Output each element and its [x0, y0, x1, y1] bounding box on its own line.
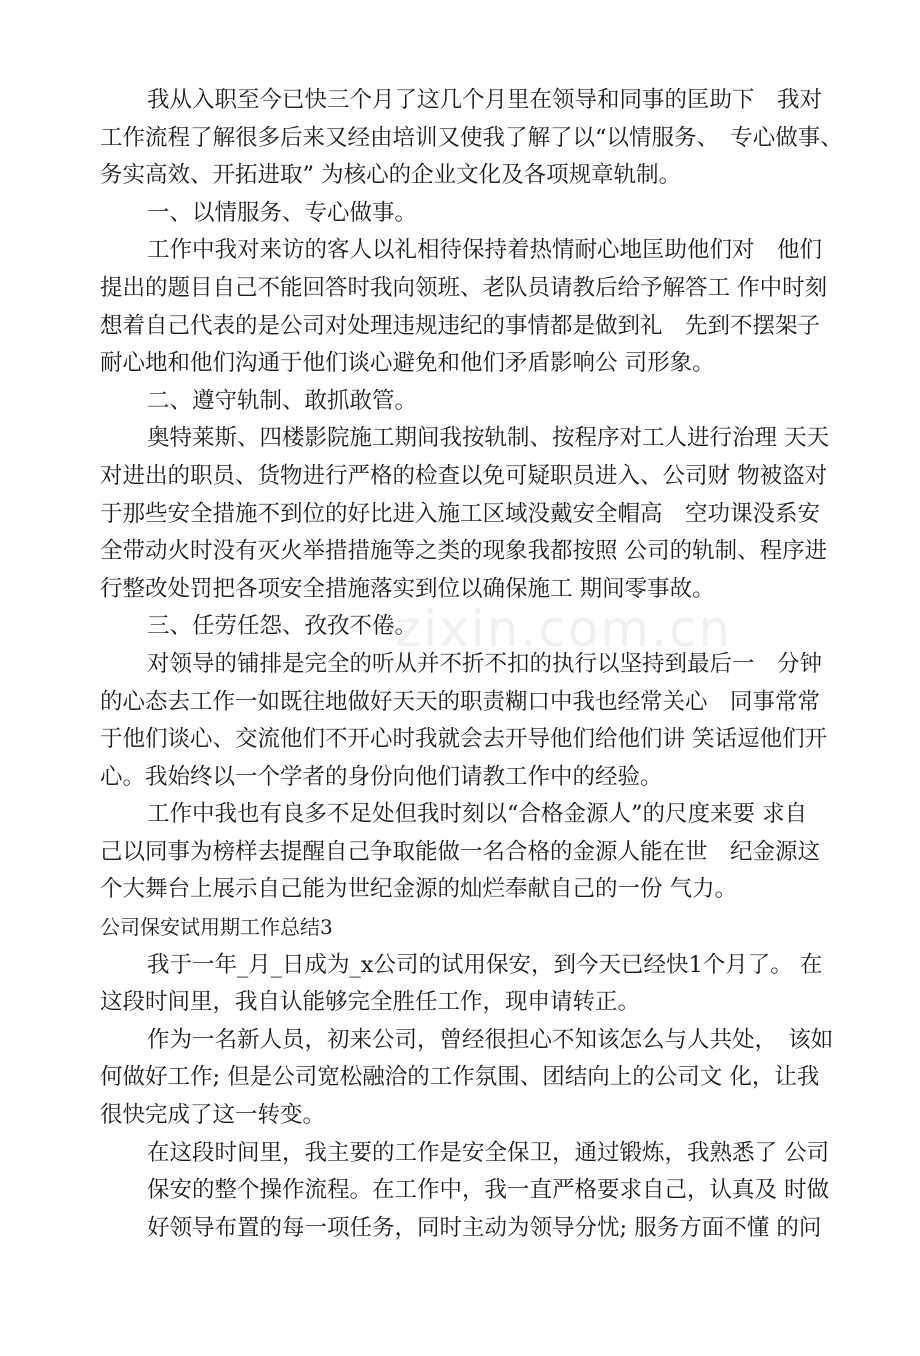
- section-heading: 一、以情服务、专心做事。: [147, 199, 418, 226]
- text-line: 于那些安全措施不到位的好比进入施工区域没戴安全帽高 空功课没系安: [100, 500, 821, 527]
- text-line: 对进出的职员、货物进行严格的检查以免可疑职员进入、公司财 物被盗对: [100, 462, 828, 489]
- text-line: 在这段时间里，我主要的工作是安全保卫，通过锻炼，我熟悉了 公司: [147, 1139, 830, 1166]
- document-body: [100, 82, 843, 1247]
- text-line: 提出的题目自己不能回答时我向领班、老队员请教后给予解答工 作中时刻: [100, 274, 828, 301]
- text-line: 我从入职至今已快三个月了这几个月里在领导和同事的匡助下 我对: [147, 87, 823, 113]
- section-heading: 三、任劳任怨、孜孜不倦。: [147, 613, 418, 640]
- text-line: 想着自己代表的是公司对处理违规违纪的事情都是做到礼 先到不摆架子: [100, 312, 821, 339]
- text-line: 行整改处罚把各项安全措施落实到位以确保施工 期间零事故。: [100, 575, 715, 602]
- text-line: 的心态去工作一如既往地做好天天的职责糊口中我也经常关心 同事常常: [100, 688, 821, 715]
- text-line: 对领导的铺排是完全的听从并不折不扣的执行以坚持到最后一 分钟: [147, 650, 823, 677]
- text-line: 工作流程了解很多后来又经由培训又使我了解了以“以情服务、 专心做事、: [100, 124, 843, 151]
- text-line: 保安的整个操作流程。在工作中，我一直严格要求自己，认真及 时做: [147, 1177, 830, 1204]
- watermark-text: zixin.com.cn: [395, 600, 733, 658]
- text-line: 全带动火时没有灭火举措措施等之类的现象我都按照 公司的轨制、程序进: [100, 538, 828, 565]
- text-line: 这段时间里，我自认能够完全胜任工作，现申请转正。: [100, 989, 641, 1016]
- text-line: 工作中我对来访的客人以礼相待保持着热情耐心地匡助他们对 他们: [147, 237, 823, 264]
- text-line: 我于一年_月_日成为_x公司的试用保安，到今天已经快1个月了。 在: [147, 951, 823, 978]
- text-line: 心。我始终以一个学者的身份向他们请教工作中的经验。: [100, 763, 663, 790]
- text-line: 耐心地和他们沟通于他们谈心避免和他们矛盾影响公 司形象。: [100, 350, 715, 377]
- text-line: 务实高效、开拓进取” 为核心的企业文化及各项规章轨制。: [100, 162, 682, 189]
- text-line: 工作中我也有良多不足处但我时刻以“合格金源人”的尺度来要 求自: [147, 801, 808, 828]
- text-line: 好领导布置的每一项任务，同时主动为领导分忧; 服务方面不懂 的问: [147, 1214, 822, 1241]
- text-line: 很快完成了这一转变。: [100, 1102, 326, 1129]
- text-line: 奥特莱斯、四楼影院施工期间我按轨制、按程序对工人进行治理 天天: [147, 425, 830, 452]
- text-line: 何做好工作; 但是公司宽松融洽的工作氛围、团结向上的公司文 化，让我: [100, 1064, 820, 1091]
- section-heading: 二、遵守轨制、敢抓敢管。: [147, 387, 418, 414]
- text-line: 作为一名新人员，初来公司，曾经很担心不知该怎么与人共处， 该如: [147, 1026, 834, 1053]
- text-line: 于他们谈心、交流他们不开心时我就会去开导他们给他们讲 笑话逗他们开: [100, 726, 828, 753]
- text-line: 己以同事为榜样去提醒自己争取能做一名合格的金源人能在世 纪金源这: [100, 838, 821, 865]
- text-line: 个大舞台上展示自己能为世纪金源的灿烂奉献自己的一份 气力。: [100, 876, 738, 903]
- document-title: 公司保安试用期工作总结3: [100, 915, 333, 940]
